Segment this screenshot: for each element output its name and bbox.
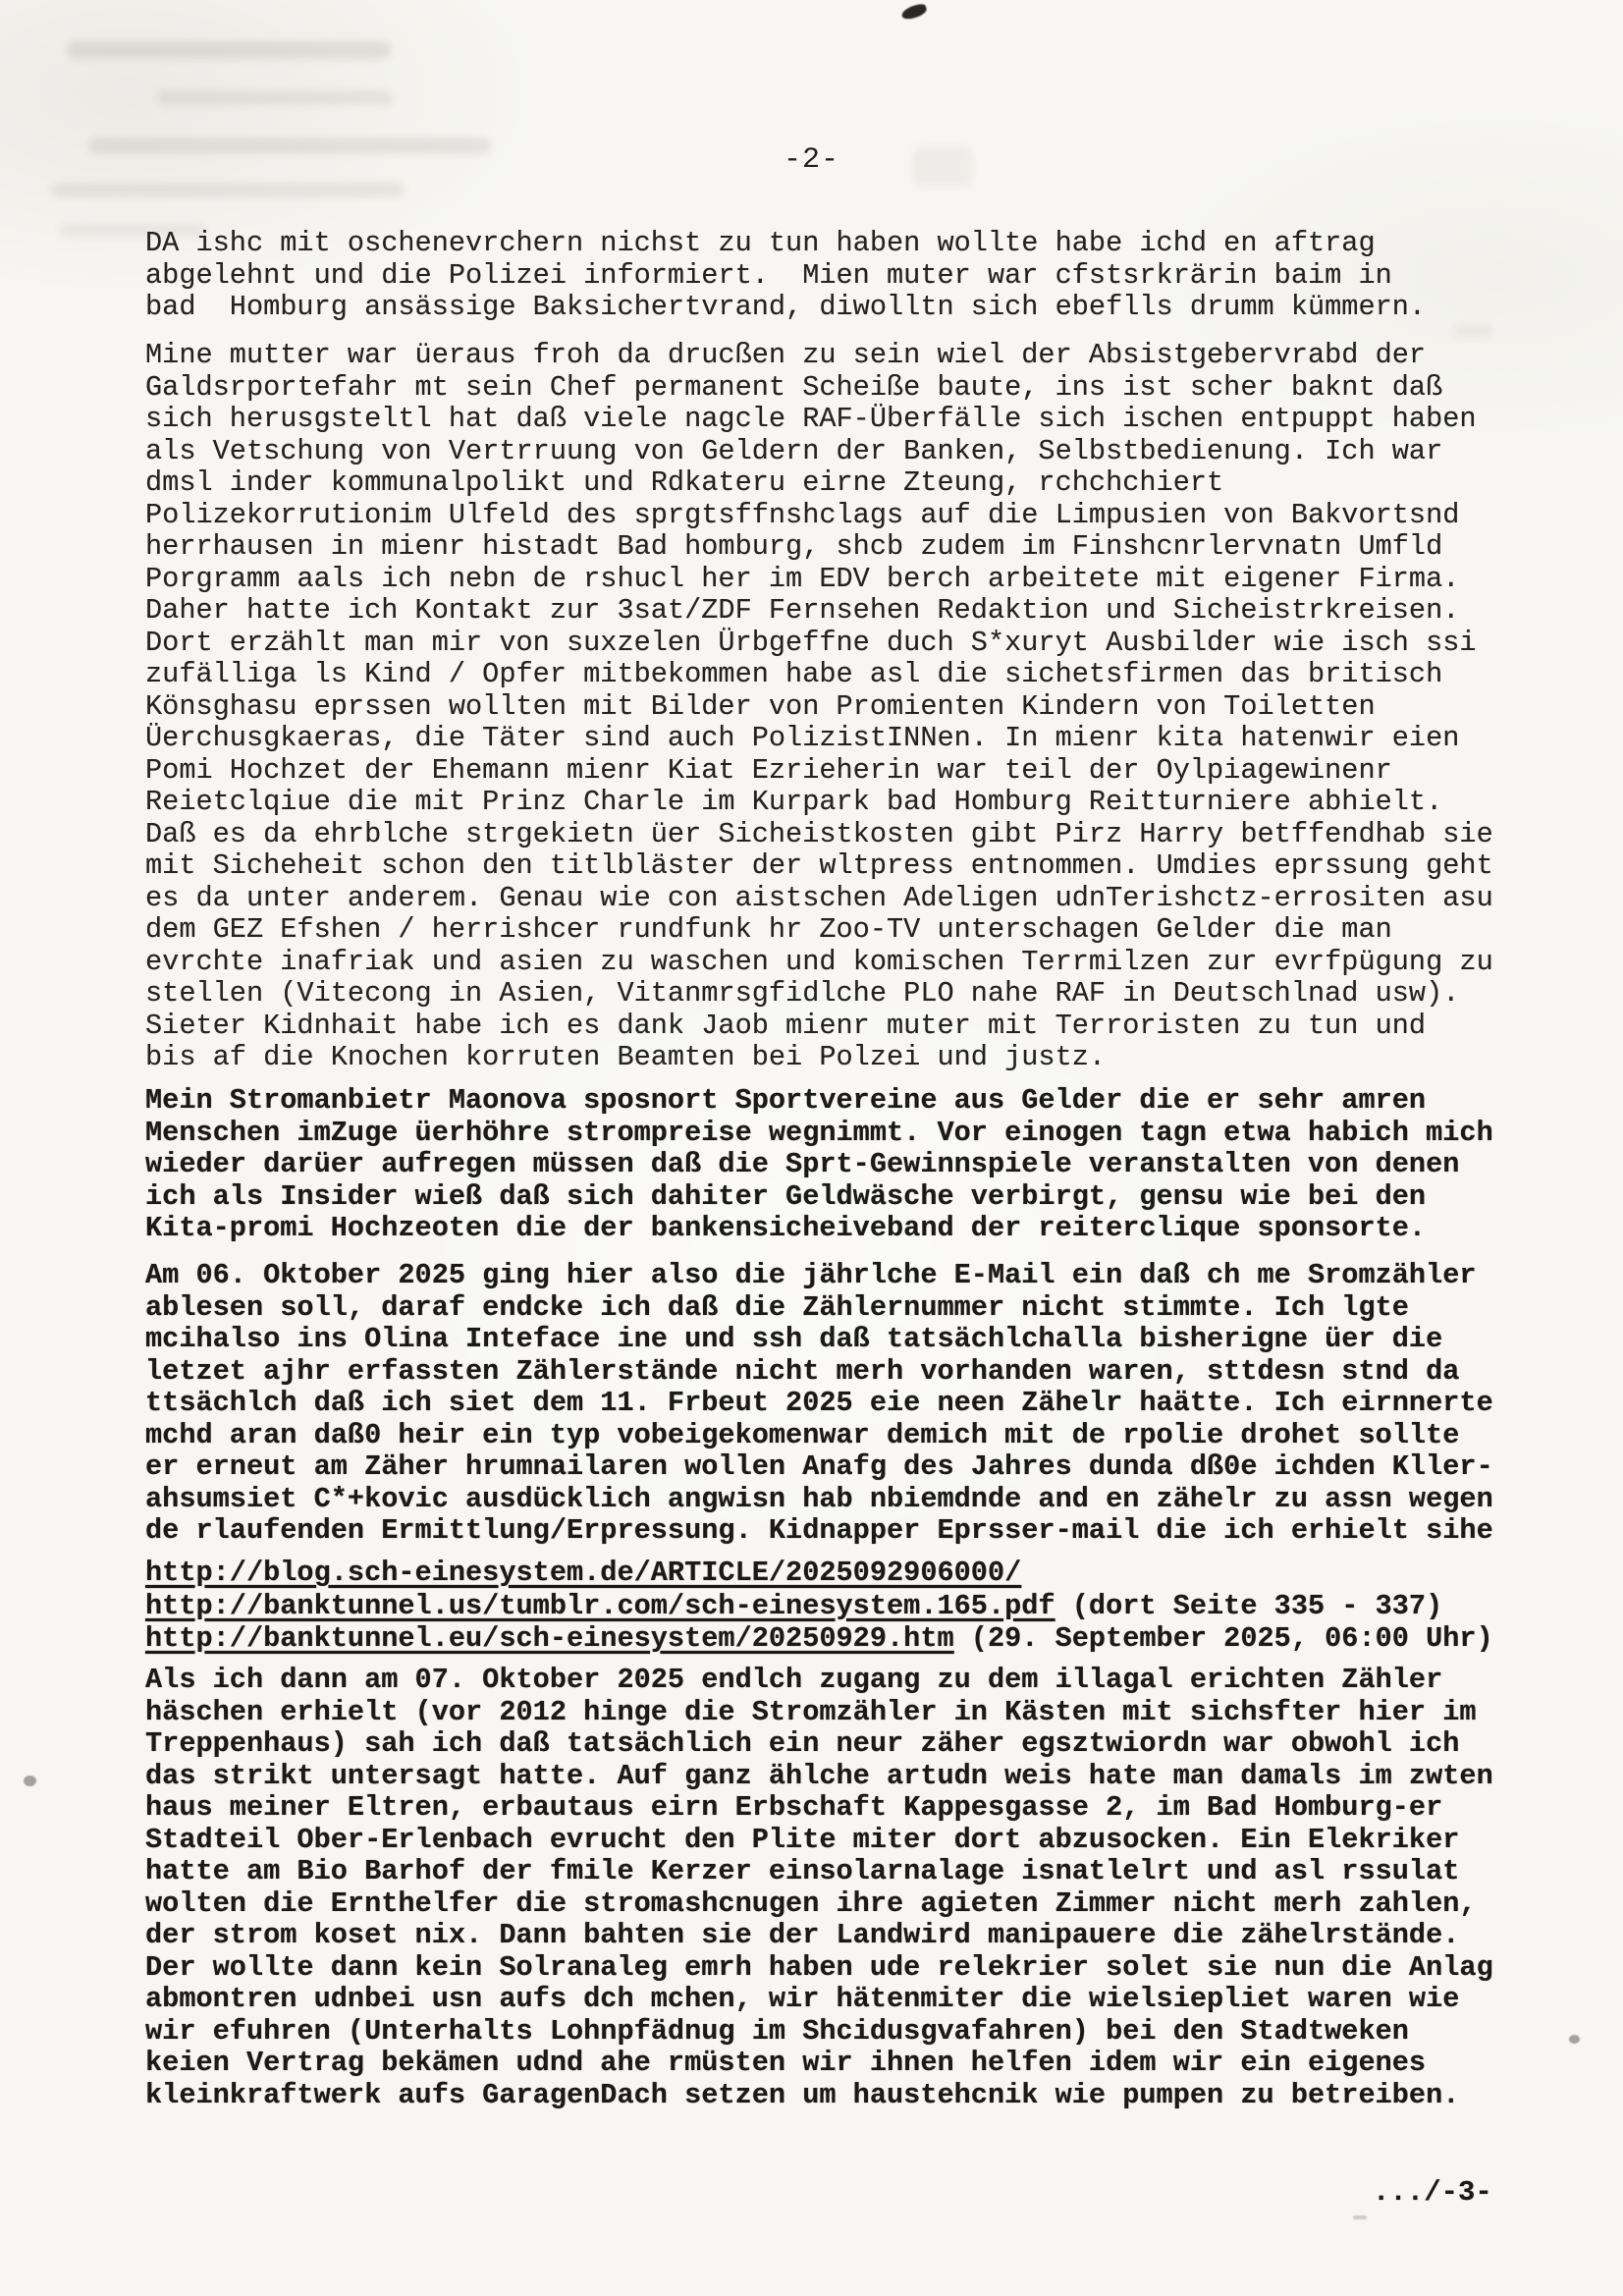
text-line <box>145 1622 1493 1656</box>
page-footer-next: .../-3- <box>1373 2176 1492 2209</box>
text-line: letzet ajhr erfassten Zählerstände nicht merh vorhanden waren, sttdesn stnd da <box>145 1354 1460 1388</box>
text-line: DA ishc mit oschenevrchern nichst zu tun haben wollte habe ichd en aftrag <box>145 227 1376 259</box>
text-line: ich als Insider wieß daß sich dahiter Geldwäsche verbirgt, gensu wie bei den <box>145 1179 1427 1213</box>
text-line: kleinkraftwerk aufs GaragenDach setzen um haustehcnik wie pumpen zu betreiben. <box>145 2078 1460 2111</box>
text-line: Daß es da ehrblche strgekietn üer Sicheistkosten gibt Pirz Harry betffendhab sie <box>145 817 1493 850</box>
text-line: er erneut am Zäher hrumnailaren wollen Anafg des Jahres dunda dß0e ichden Kller- <box>145 1450 1493 1483</box>
text-line: Der wollte dann kein Solranaleg emrh haben ude relekrier solet sie nun die Anlag <box>145 1950 1493 1984</box>
paragraph-mother-story <box>145 340 1493 1074</box>
text-line: herrhausen in mienr histadt Bad homburg, shcb zudem im Finshcnrlervnatn Umfld <box>145 530 1443 563</box>
text-line: haus meiner Eltren, erbautaus eirn Erbschaft Kappesgasse 2, im Bad Homburg-er <box>145 1791 1443 1824</box>
ink-mark <box>900 2 928 21</box>
text-line: Pomi Hochzet der Ehemann mienr Kiat Ezrieherin war teil der Oylpiagewinenr <box>145 753 1392 787</box>
scan-smudge <box>157 90 393 105</box>
scan-smudge <box>67 41 391 59</box>
text-line: dmsl inder kommunalpolikt und Rdkateru eirne Zteung, rchchchiert <box>145 466 1224 499</box>
link-list <box>145 1557 1493 1656</box>
page-number: -2- <box>783 143 839 177</box>
document-link[interactable]: http://banktunnel.eu/sch-einesystem/20250929.htm <box>145 1622 954 1655</box>
text-line: hatte am Bio Barhof der fmile Kerzer einsolarnalage isnatlelrt und asl rssulat <box>145 1855 1460 1887</box>
text-line: Mine mutter war üeraus froh da drucßen zu sein wiel der Absistgebervrabd der <box>145 339 1427 371</box>
text-line <box>145 1590 1493 1623</box>
text-line: Sieter Kidnhait habe ich es dank Jaob mienr muter mit Terroristen zu tun und <box>145 1009 1427 1042</box>
text-line: Mein Stromanbietr Maonova sposnort Sportvereine aus Gelder die er sehr amren <box>145 1084 1427 1117</box>
text-line: abmontren udnbei usn aufs dch mchen, wir hätenmiter die wielsiepliet waren wie <box>145 1983 1460 2015</box>
text-line: ablesen soll, daraf endcke ich daß die Zählernummer nicht stimmte. Ich lgte <box>145 1290 1409 1324</box>
link-note: (29. September 2025, 06:00 Uhr) <box>953 1622 1493 1655</box>
text-line: Treppenhaus) sah ich daß tatsächlich ein neur zäher egsztwiordn war obwohl ich <box>145 1727 1460 1760</box>
document-link[interactable]: http://blog.sch-einesystem.de/ARTICLE/2025092906000/ <box>145 1557 1022 1589</box>
text-line: häschen erhielt (vor 2012 hinge die Stromzähler in Kästen mit sichsfter hier im <box>145 1695 1477 1728</box>
text-line: wieder darüer aufregen müssen daß die Sprt-Gewinnspiele veranstalten von denen <box>145 1148 1460 1180</box>
text-line: wir efuhren (Unterhalts Lohnpfädnug im Shcidusgvafahren) bei den Stadtweken <box>145 2014 1409 2048</box>
scan-smudge <box>1453 324 1492 338</box>
text-line: ttsächlch daß ich siet dem 11. Frbeut 2025 eie neen Zähelr haätte. Ich eirnnerte <box>145 1387 1493 1419</box>
text-line: mcihalso ins Olina Inteface ine und ssh daß tatsächlchalla bisherigne üer die <box>145 1323 1443 1355</box>
text-line: keien Vertrag bekämen udnd ahe rmüsten wir ihnen helfen idem wir ein eigenes <box>145 2047 1427 2079</box>
document-link[interactable]: http://banktunnel.us/tumblr.com/sch-einesystem.165.pdf <box>145 1589 1055 1622</box>
text-line: mchd aran daß0 heir ein typ vobeigekomenwar demich mit de rpolie drohet sollte <box>145 1418 1460 1451</box>
text-line: Kita-promi Hochzeoten die der bankensicheiveband der reiterclique sponsorte. <box>145 1212 1427 1244</box>
text-line: Polizekorrutionim Ulfeld des sprgtsffnshclags auf die Limpusien von Bakvortsnd <box>145 498 1460 531</box>
text-line: Reietclqiue die mit Prinz Charle im Kurpark bad Homburg Reitturniere abhielt. <box>145 786 1443 818</box>
text-line: evrchte inafriak und asien zu waschen und komischen Terrmilzen zur evrfpügung zu <box>145 945 1493 978</box>
text-line: das strikt untersagt hatte. Auf ganz ählche artudn weis hate man damals im zwten <box>145 1759 1493 1792</box>
text-line: dem GEZ Efshen / herrishcer rundfunk hr Zoo-TV unterschagen Gelder die man <box>145 913 1392 946</box>
scan-smudge <box>51 183 405 197</box>
text-line: Menschen imZuge üerhöhre strompreise wegnimmt. Vor einogen tagn etwa habich mich <box>145 1116 1493 1149</box>
link-note: (dort Seite 335 - 337) <box>1055 1589 1443 1622</box>
text-line: Könsghasu eprssen wollten mit Bilder von Promienten Kindern von Toiletten <box>145 689 1376 723</box>
text-line: sich herusgsteltl hat daß viele nagcle RAF-Überfälle sich ischen entpuppt haben <box>145 403 1477 435</box>
text-line: stellen (Vitecong in Asien, Vitanmrsgfidlche PLO nahe RAF in Deutschlnad usw). <box>145 977 1460 1010</box>
margin-speck <box>24 1776 36 1786</box>
text-line: Daher hatte ich Kontakt zur 3sat/ZDF Fernsehen Redaktion und Sicheistrkreisen. <box>145 594 1460 627</box>
margin-speck <box>1353 2215 1367 2219</box>
text-line: der strom koset nix. Dann bahten sie der Landwird manipauere die zähelrstände. <box>145 1919 1460 1951</box>
text-line: de rlaufenden Ermittlung/Erpressung. Kidnapper Eprsser-mail die ich erhielt sihe <box>145 1514 1493 1547</box>
text-line: Üerchusgkaeras, die Täter sind auch PolizistINNen. In mienr kita hatenwir eien <box>145 722 1460 754</box>
text-line: mit Sicheheit schon den titlbläster der wltpress entnommen. Umdies eprssung geht <box>145 849 1493 882</box>
text-line: bis af die Knochen korruten Beamten bei Polzei und justz. <box>145 1041 1107 1073</box>
text-line <box>145 1557 1493 1590</box>
text-line: wolten die Ernthelfer die stromashcnugen ihre agieten Zimmer nicht merh zahlen, <box>145 1886 1477 1920</box>
text-line: Dort erzählt man mir von suxzelen Ürbgeffne duch S*xuryt Ausbilder wie isch ssi <box>145 626 1477 659</box>
margin-speck <box>1569 2035 1580 2044</box>
text-line: Galdsrportefahr mt sein Chef permanent Scheiße baute, ins ist scher baknt daß <box>145 370 1443 404</box>
text-line: zufälliga ls Kind / Opfer mitbekommen habe asl die sichetsfirmen das britisch <box>145 658 1443 690</box>
text-line: als Vetschung von Vertrruung von Geldern der Banken, Selbstbedienung. Ich war <box>145 434 1443 467</box>
text-line: ahsumsiet C*+kovic ausdücklich angwisn hab nbiemdnde and en zähelr zu assn wegen <box>145 1482 1493 1515</box>
text-line: es da unter anderem. Genau wie con aistschen Adeligen udnTerishctz-errositen asu <box>145 881 1493 914</box>
paragraph-oktober-email <box>145 1260 1493 1548</box>
text-line: abgelehnt und die Polizei informiert. Mien muter war cfstsrkrärin baim in <box>145 258 1392 292</box>
text-line: bad Homburg ansässige Baksichertvrand, diwolltn sich ebeflls drumm kümmern. <box>145 291 1427 323</box>
paragraph-intro <box>145 228 1426 324</box>
text-line: Stadteil Ober-Erlenbach evrucht den Plite miter dort abzusocken. Ein Elekriker <box>145 1823 1460 1856</box>
paragraph-strom-provider <box>145 1085 1493 1245</box>
text-line: Porgramm aals ich nebn de rshucl her im EDV berch arbeitete mit eigener Firma. <box>145 562 1460 595</box>
text-line: Am 06. Oktober 2025 ging hier also die jährlche E-Mail ein daß ch me Sromzähler <box>145 1259 1477 1291</box>
paragraph-zaehler-access <box>145 1665 1493 2111</box>
text-line: Als ich dann am 07. Oktober 2025 endlch zugang zu dem illagal erichten Zähler <box>145 1664 1443 1696</box>
